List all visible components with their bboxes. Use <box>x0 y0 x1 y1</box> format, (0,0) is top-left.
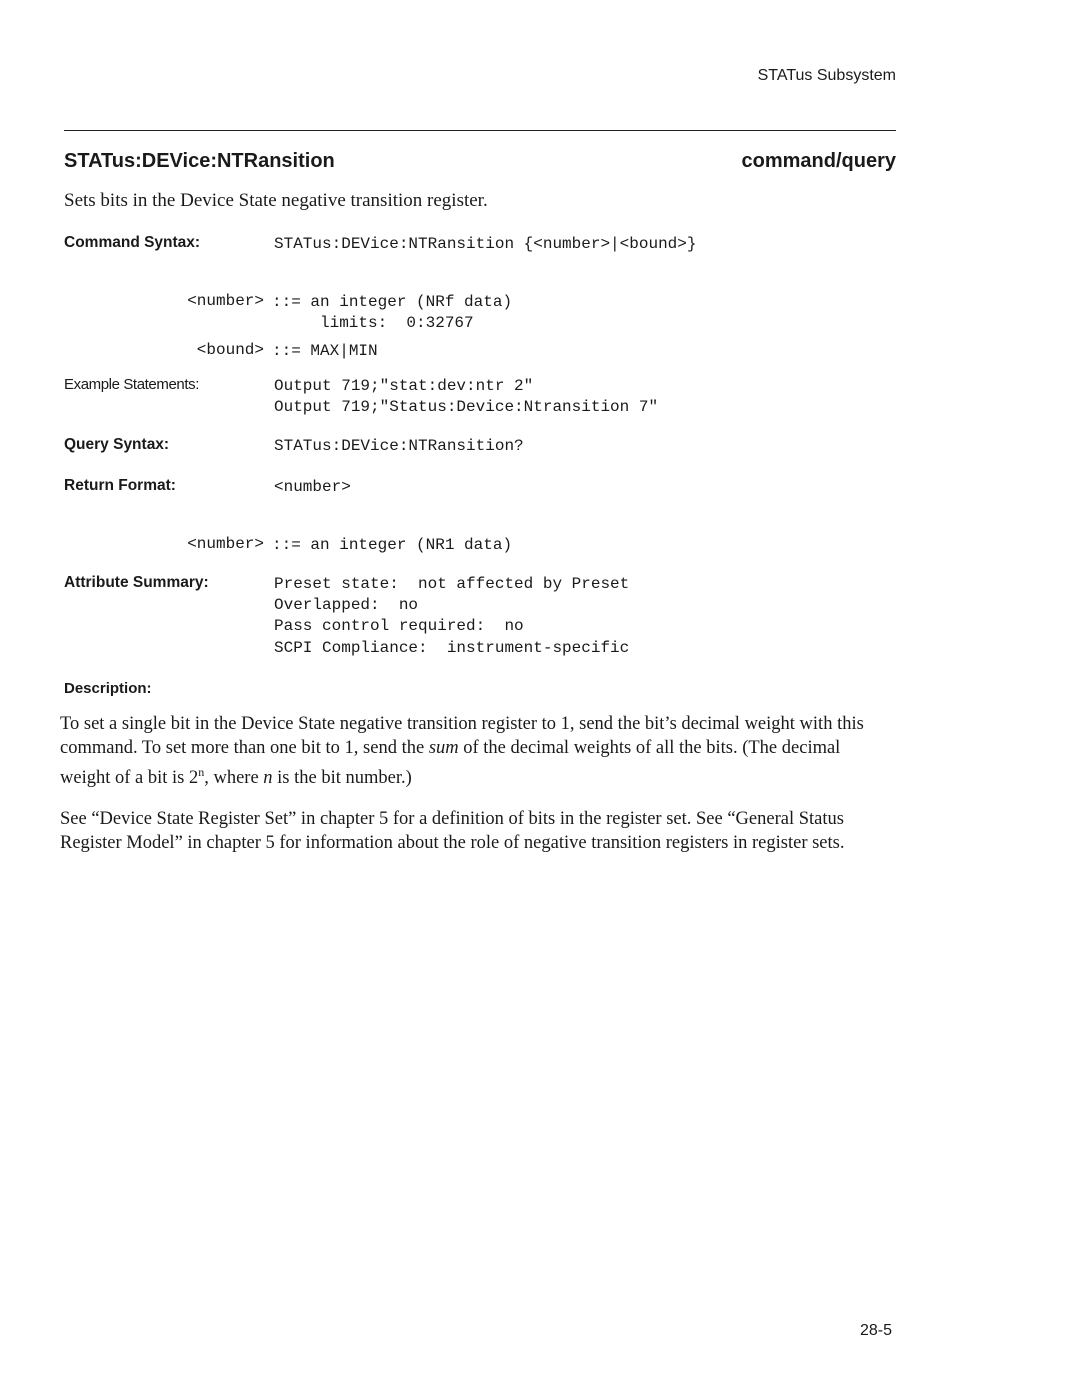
description-emphasis: n <box>263 768 273 789</box>
command-title: STATus:DEVice:NTRansition <box>64 150 335 172</box>
command-syntax-label: Command Syntax: <box>64 234 201 251</box>
definition-text: ::= an integer (NRf data) <box>272 293 513 311</box>
example-line: Output 719;"stat:dev:ntr 2" <box>274 377 534 395</box>
return-format-label: Return Format: <box>64 477 176 494</box>
return-definition-name: <number> <box>187 535 264 553</box>
description-emphasis: sum <box>428 738 459 758</box>
query-syntax-label: Query Syntax: <box>64 436 170 453</box>
command-intro: Sets bits in the Device State negative transition register. <box>64 190 488 211</box>
description-text: , where <box>204 768 264 789</box>
query-syntax-value: STATus:DEVice:NTRansition? <box>274 437 524 455</box>
example-line: Output 719;"Status:Device:Ntransition 7" <box>274 398 659 416</box>
description-text: To set a single bit in the Device State negative transition register to 1, send the bit’s decimal weight with this command. To set more than one bit to 1, send the <box>60 714 864 758</box>
return-definition-text: ::= an integer (NR1 data) <box>272 536 513 554</box>
running-header: STATus Subsystem <box>757 67 896 84</box>
header-rule <box>64 130 896 131</box>
attribute-summary-label: Attribute Summary: <box>64 574 209 591</box>
description-paragraph-1 <box>60 712 890 790</box>
description-paragraph-2 <box>60 807 890 855</box>
attribute-line: Preset state: not affected by Preset <box>274 575 630 593</box>
command-type: command/query <box>741 150 896 172</box>
command-syntax-value: STATus:DEVice:NTRansition {<number>|<bound>} <box>274 235 697 253</box>
description-text: See “Device State Register Set” in chapter 5 for a definition of bits in the register set. See “General Status Register Model” in chapter 5 for information about the role of negative transition registers in register sets. <box>60 809 845 853</box>
definition-limits: limits: 0:32767 <box>320 314 474 332</box>
attribute-line: SCPI Compliance: instrument-specific <box>274 639 630 657</box>
page-number: 28-5 <box>859 1322 892 1339</box>
description-text: of the decimal weights of all the bits. (The decimal weight of a bit is 2 <box>60 738 841 789</box>
examples-label: Example Statements: <box>64 376 199 393</box>
definition-name: <number> <box>187 292 264 310</box>
return-format-value: <number> <box>274 478 351 496</box>
definition-text: ::= MAX|MIN <box>272 342 378 360</box>
description-superscript: n <box>198 765 205 779</box>
definition-name: <bound> <box>196 341 264 359</box>
description-text: is the bit number.) <box>272 768 412 789</box>
attribute-line: Pass control required: no <box>274 617 524 635</box>
description-label: Description: <box>64 680 152 697</box>
attribute-line: Overlapped: no <box>274 596 419 614</box>
